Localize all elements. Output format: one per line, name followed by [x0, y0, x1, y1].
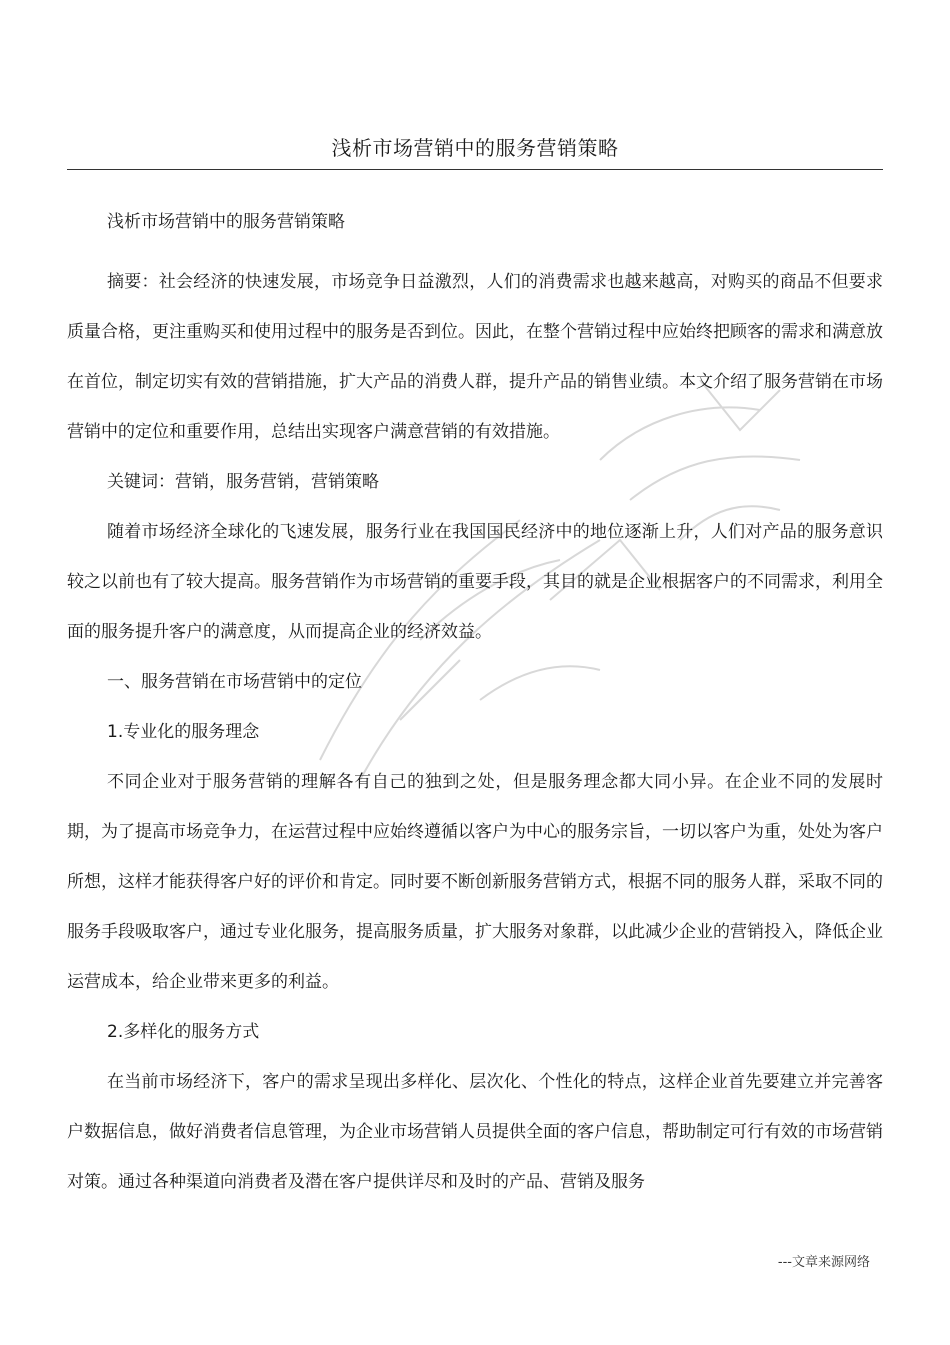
paragraph-body: 不同企业对于服务营销的理解各有自己的独到之处，但是服务理念都大同小异。在企业不同的发展时期，为了提高市场竞争力，在运营过程中应始终遵循以客户为中心的服务宗旨，一切以客户为重，处处为客户所想，这样才能获得客户好的评价和肯定。同时要不断创新服务营销方式，根据不同的服务人群，采取不同的服务手段吸取客户，通过专业化服务，提高服务质量，扩大服务对象群，以此减少企业的营销投入，降低企业运营成本，给企业带来更多的利益。: [67, 772, 883, 992]
subsection-heading: 1.专业化的服务理念: [107, 722, 260, 742]
section-heading: 一、服务营销在市场营销中的定位: [107, 672, 362, 692]
title-divider: [67, 169, 883, 170]
paragraph-body: 在当前市场经济下，客户的需求呈现出多样化、层次化、个性化的特点，这样企业首先要建立并完善客户数据信息，做好消费者信息管理，为企业市场营销人员提供全面的客户信息，帮助制定可行有效的市场营销对策。通过各种渠道向消费者及潜在客户提供详尽和及时的产品、营销及服务: [67, 1072, 883, 1192]
page-title: 浅析市场营销中的服务营销策略: [331, 136, 619, 160]
article-body: [67, 207, 883, 1207]
paragraph-keywords: 关键词：营销，服务营销，营销策略: [107, 472, 379, 492]
paragraph-subtitle: 浅析市场营销中的服务营销策略: [107, 212, 345, 232]
paragraph-intro: 随着市场经济全球化的飞速发展，服务行业在我国国民经济中的地位逐渐上升，人们对产品的服务意识较之以前也有了较大提高。服务营销作为市场营销的重要手段，其目的就是企业根据客户的不同需求，利用全面的服务提升客户的满意度，从而提高企业的经济效益。: [67, 522, 883, 642]
paragraph-abstract: 摘要：社会经济的快速发展，市场竞争日益激烈，人们的消费需求也越来越高，对购买的商品不但要求质量合格，更注重购买和使用过程中的服务是否到位。因此，在整个营销过程中应始终把顾客的需求和满意放在首位，制定切实有效的营销措施，扩大产品的消费人群，提升产品的销售业绩。本文介绍了服务营销在市场营销中的定位和重要作用，总结出实现客户满意营销的有效措施。: [67, 272, 883, 442]
source-note: ---文章来源网络: [777, 1255, 870, 1270]
subsection-heading: 2.多样化的服务方式: [107, 1022, 260, 1042]
